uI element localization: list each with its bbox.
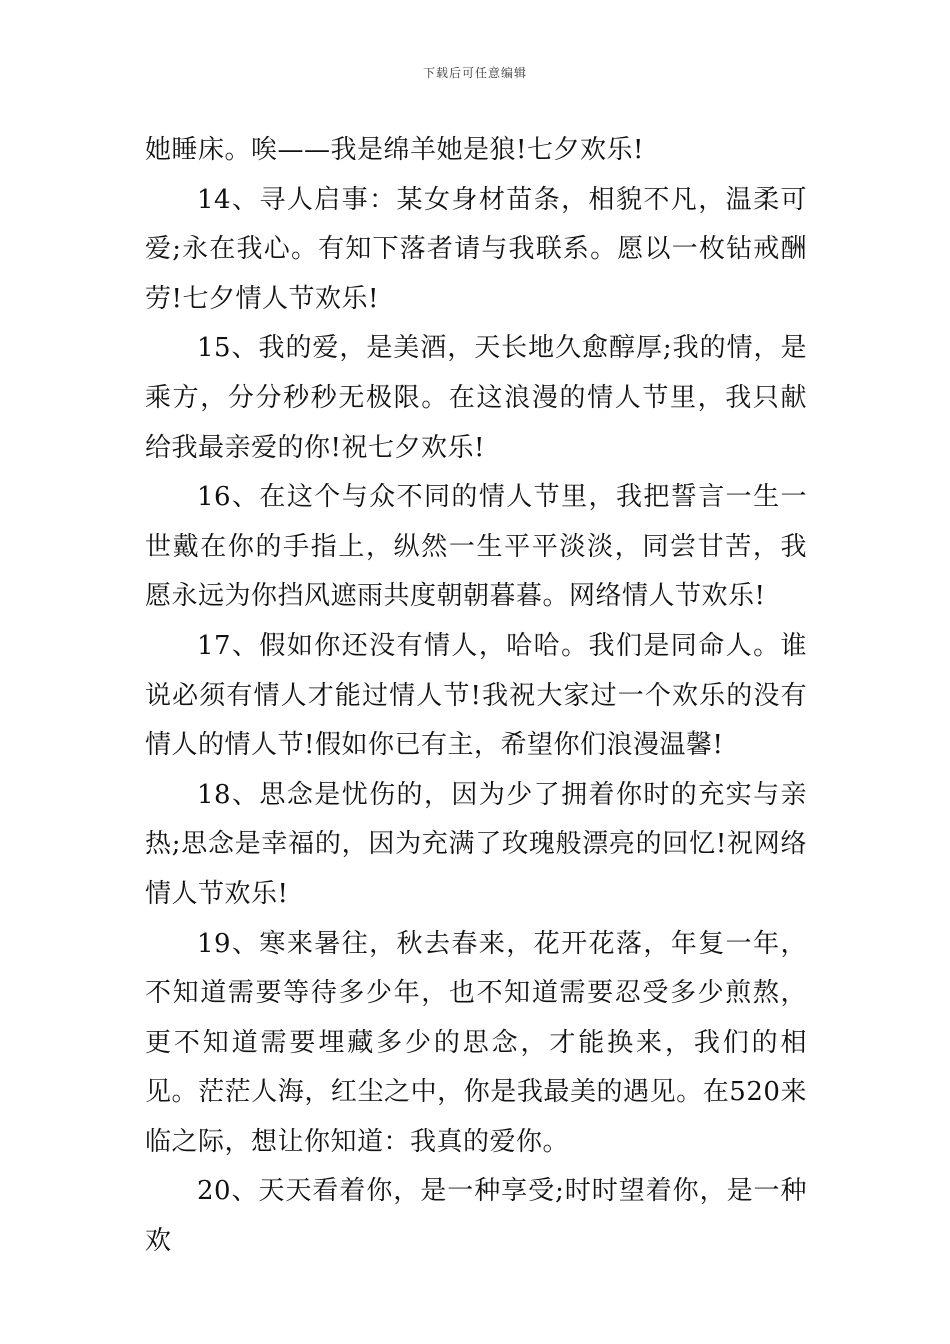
paragraph-fragment: 她睡床。唉——我是绵羊她是狼!七夕欢乐! bbox=[145, 135, 644, 165]
paragraph-19: 19、寒来暑往，秋去春来，花开花落，年复一年，不知道需要等待多少年，也不知道需要忍受多少煎熬，更不知道需要埋藏多少的思念，才能换来，我们的相见。茫茫人海，红尘之中，你是我最美的遇见。在520来临之际，想让你知道：我真的爱你。 bbox=[145, 928, 807, 1157]
paragraph-14: 14、寻人启事：某女身材苗条，相貌不凡，温柔可爱;永在我心。有知下落者请与我联系。愿以一枚钻戒酬劳!七夕情人节欢乐! bbox=[145, 184, 807, 314]
paragraph-18: 18、思念是忧伤的，因为少了拥着你时的充实与亲热;思念是幸福的，因为充满了玫瑰般漂亮的回忆!祝网络情人节欢乐! bbox=[145, 779, 807, 909]
document-body bbox=[145, 126, 807, 1267]
paragraph-20: 20、天天看着你，是一种享受;时时望着你，是一种欢 bbox=[145, 1176, 807, 1257]
paragraph-16: 16、在这个与众不同的情人节里，我把誓言一生一世戴在你的手指上，纵然一生平平淡淡，同尝甘苦，我愿永远为你挡风遮雨共度朝朝暮暮。网络情人节欢乐! bbox=[145, 482, 807, 612]
page-header: 下载后可任意编辑 bbox=[422, 66, 527, 80]
paragraph-15: 15、我的爱，是美酒，天长地久愈醇厚;我的情，是乘方，分分秒秒无极限。在这浪漫的情人节里，我只献给我最亲爱的你!祝七夕欢乐! bbox=[145, 333, 807, 463]
paragraph-17: 17、假如你还没有情人，哈哈。我们是同命人。谁说必须有情人才能过情人节!我祝大家过一个欢乐的没有情人的情人节!假如你已有主，希望你们浪漫温馨! bbox=[145, 630, 807, 761]
